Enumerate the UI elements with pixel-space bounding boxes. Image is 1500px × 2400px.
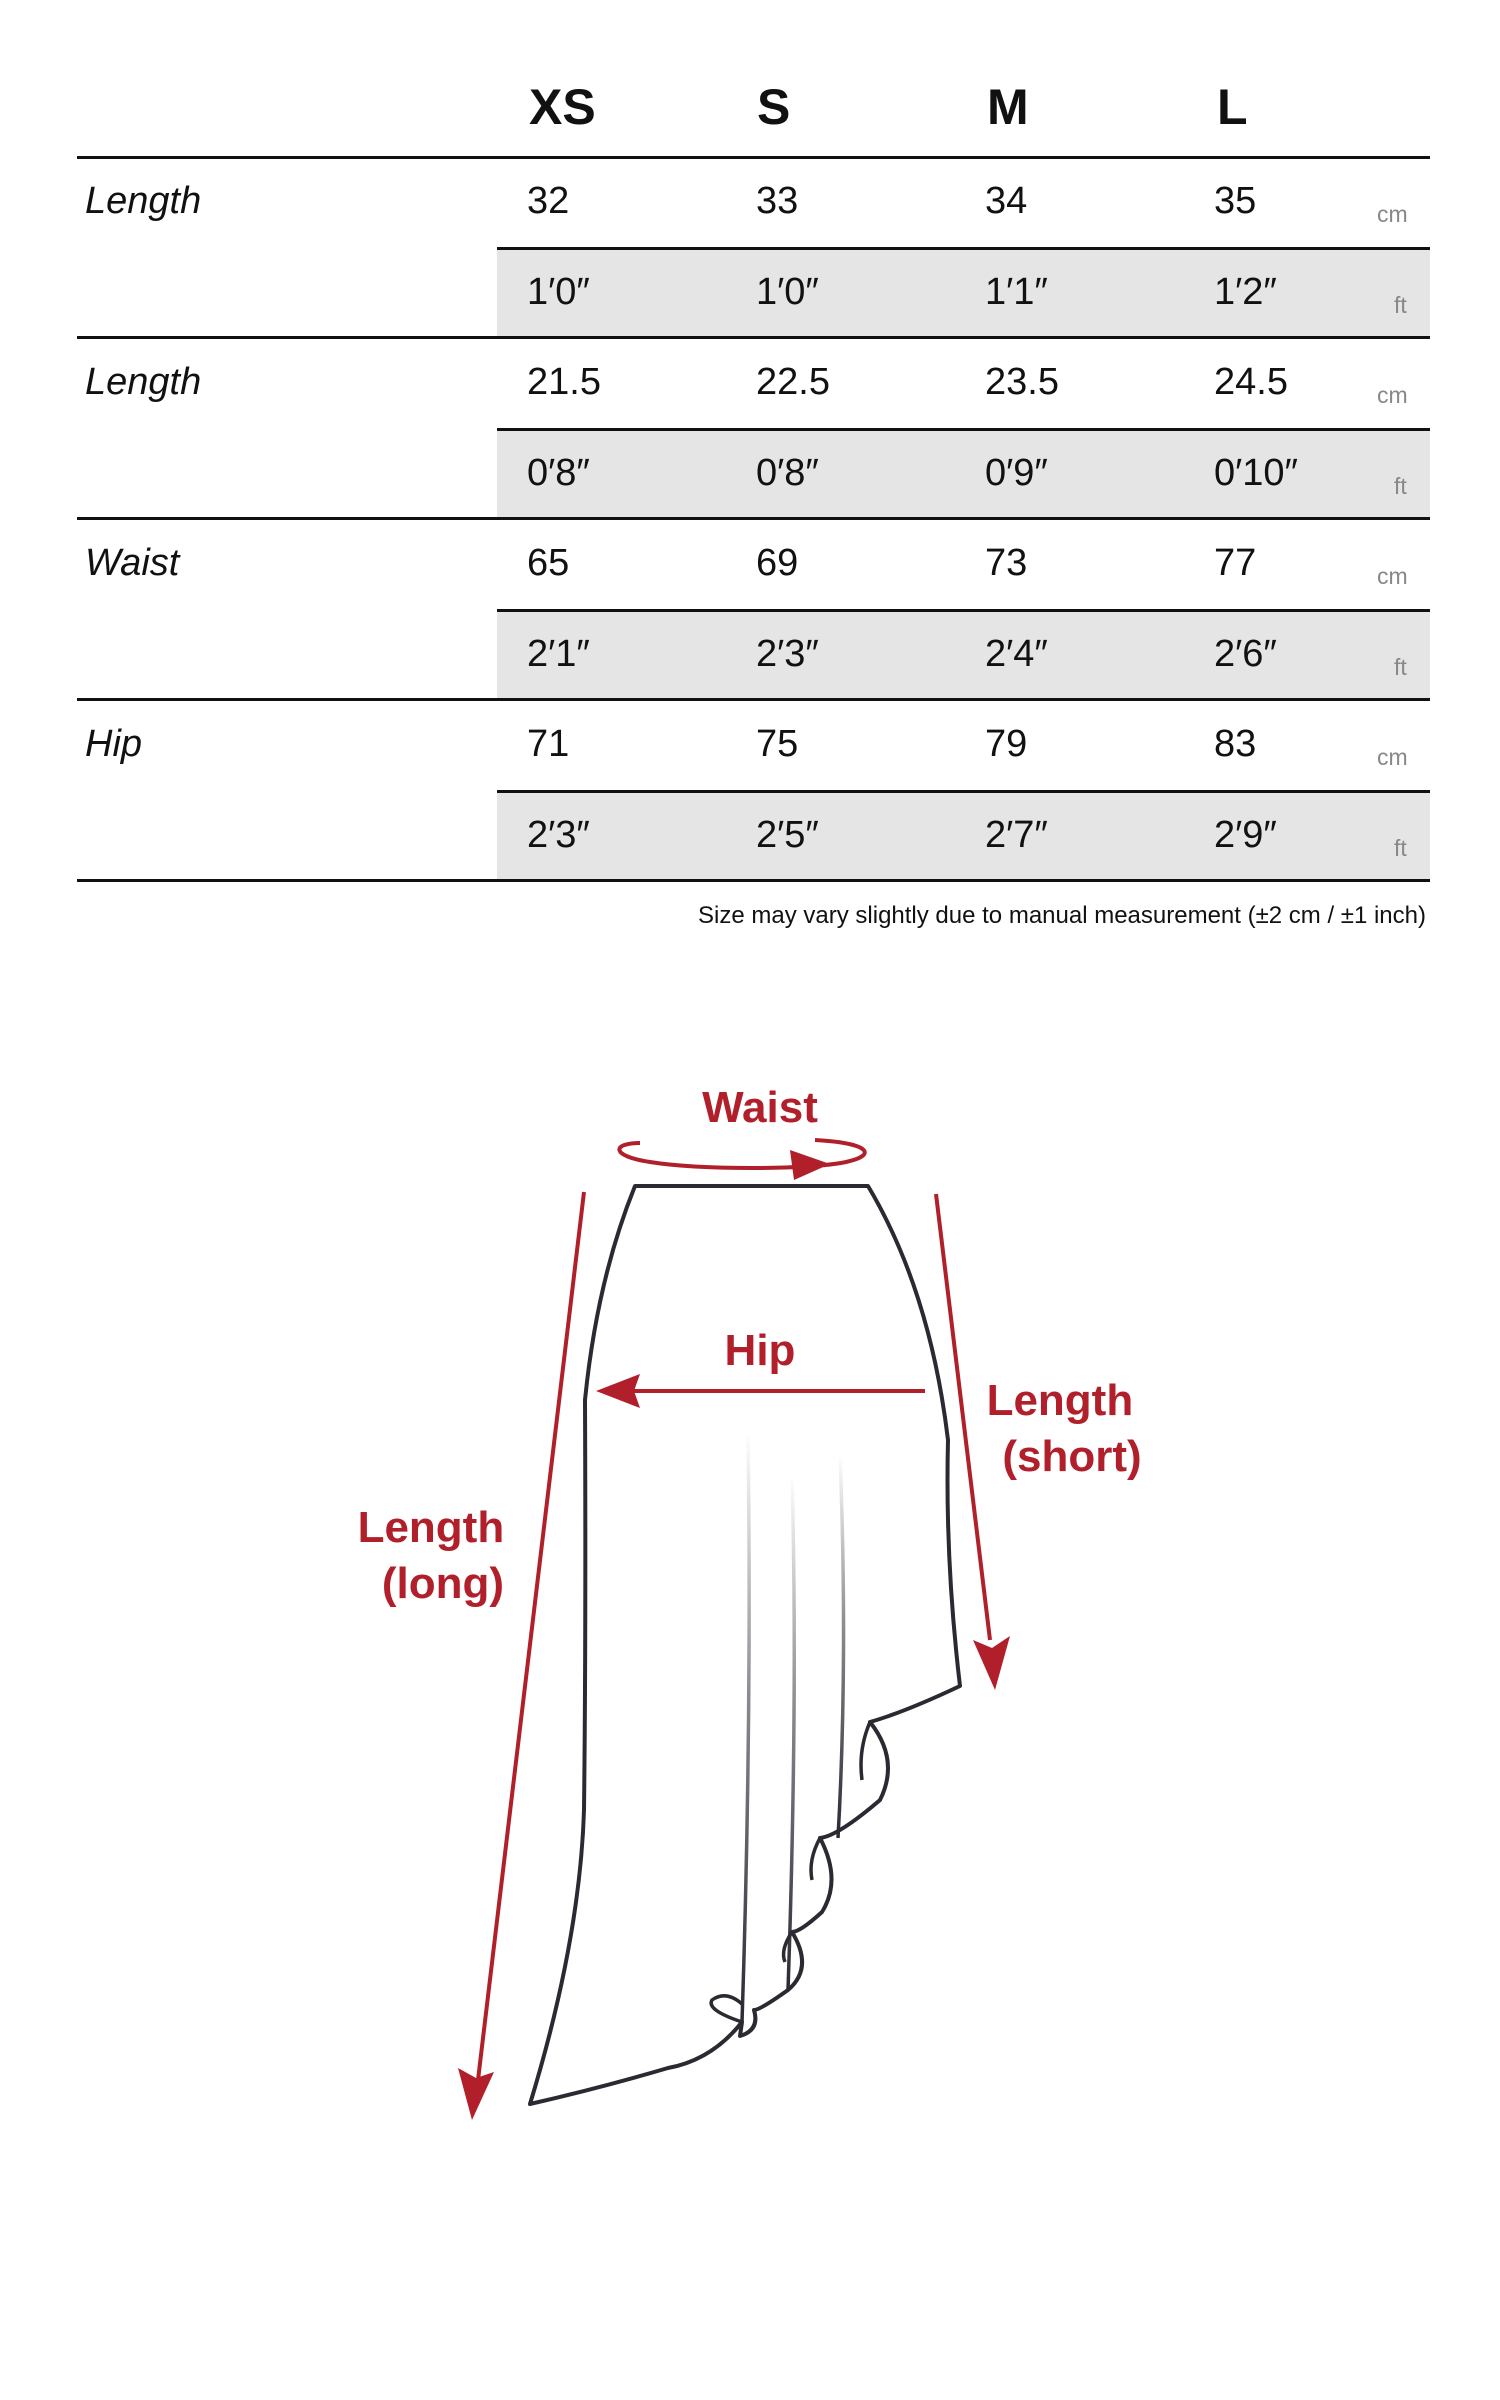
cell-cm: 32 [527,180,570,222]
cell-cm: 24.5 [1214,361,1288,403]
unit-cm: cm [1377,563,1408,589]
cell-ft: 0′8″ [756,452,819,494]
ft-row-shade [497,791,1430,879]
waist-arrowhead [790,1150,830,1180]
size-chart-table [77,0,1430,990]
group-divider [77,698,1430,701]
cell-ft: 2′5″ [756,814,819,856]
length-short-arrowhead [973,1636,1010,1690]
cell-cm: 21.5 [527,361,601,403]
skirt-measurement-diagram [0,1000,1500,2400]
length-short-label-line2: (short) [1002,1432,1142,1481]
cell-ft: 0′9″ [985,452,1048,494]
group-divider [77,336,1430,339]
cell-ft: 0′10″ [1214,452,1298,494]
cell-ft: 2′7″ [985,814,1048,856]
cell-cm: 73 [985,542,1028,584]
row-divider [497,790,1430,793]
hip-label: Hip [724,1326,796,1375]
cell-ft: 2′3″ [527,814,590,856]
waist-label: Waist [702,1083,818,1132]
cell-cm: 77 [1214,542,1257,584]
cell-cm: 69 [756,542,799,584]
cell-cm: 34 [985,180,1028,222]
unit-ft: ft [1394,835,1407,861]
unit-ft: ft [1394,654,1407,680]
cell-ft: 1′1″ [985,271,1048,313]
cell-ft: 1′0″ [756,271,819,313]
unit-cm: cm [1377,744,1408,770]
table-bottom-divider [77,879,1430,882]
header-divider [77,156,1430,159]
size-header-xs: XS [529,79,596,135]
ft-row-shade [497,610,1430,698]
cell-ft: 2′1″ [527,633,590,675]
cell-cm: 75 [756,723,799,765]
row-label-waist: Waist [85,542,180,584]
size-header-s: S [757,79,791,135]
size-header-m: M [987,79,1029,135]
cell-ft: 2′4″ [985,633,1048,675]
row-label-length: Length [85,361,202,403]
cell-cm: 22.5 [756,361,830,403]
cell-ft: 1′0″ [527,271,590,313]
row-divider [497,428,1430,431]
cell-cm: 65 [527,542,570,584]
length-short-label-line1: Length [986,1376,1134,1425]
row-label-length: Length [85,180,202,222]
cell-ft: 2′9″ [1214,814,1277,856]
cell-ft: 2′3″ [756,633,819,675]
length-long-label-line2: (long) [381,1559,505,1608]
row-label-hip: Hip [85,723,143,765]
cell-cm: 71 [527,723,570,765]
row-divider [497,609,1430,612]
cell-ft: 1′2″ [1214,271,1277,313]
group-divider [77,517,1430,520]
cell-cm: 33 [756,180,799,222]
ft-row-shade [497,248,1430,336]
cell-cm: 35 [1214,180,1257,222]
cell-ft: 0′8″ [527,452,590,494]
length-long-label [358,1503,517,1608]
unit-ft: ft [1394,473,1407,499]
cell-cm: 79 [985,723,1028,765]
unit-ft: ft [1394,292,1407,318]
unit-cm: cm [1377,201,1408,227]
length-short-label [987,1376,1146,1481]
length-long-label-line1: Length [357,1503,505,1552]
cell-ft: 2′6″ [1214,633,1277,675]
size-header-l: L [1217,79,1248,135]
cell-cm: 23.5 [985,361,1059,403]
cell-cm: 83 [1214,723,1257,765]
unit-cm: cm [1377,382,1408,408]
row-divider [497,247,1430,250]
length-long-arrowhead [458,2068,494,2120]
measurement-footnote: Size may vary slightly due to manual measurement (±2 cm / ±1 inch) [698,902,1426,929]
